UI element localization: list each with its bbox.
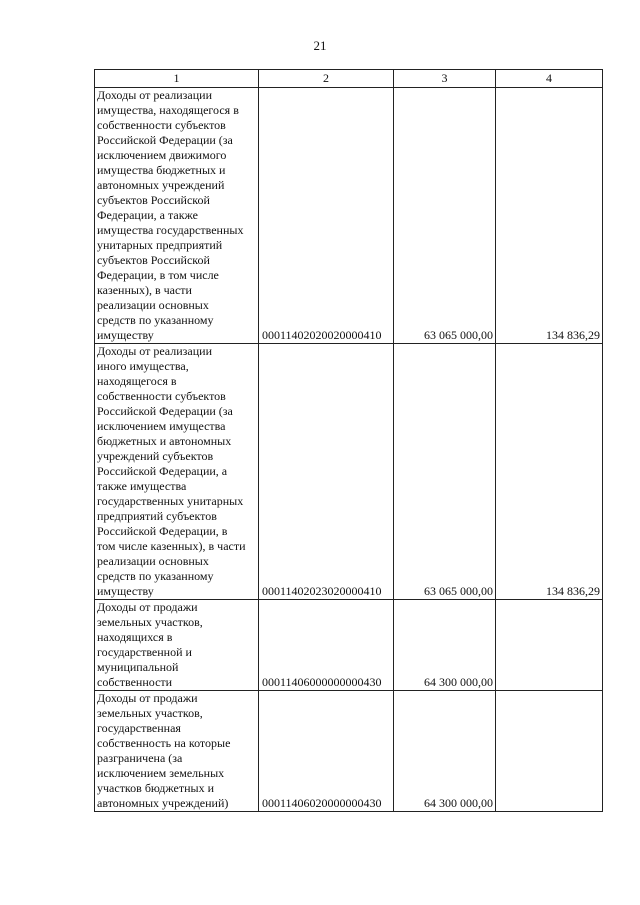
row-description: Доходы от реализации иного имущества, находящегося в собственности субъектов Российской Федерации (за исключением имущества бюджетных и автономных учреждений субъектов Российской Федерации, а также имущества государственных унитарных предприятий субъектов Российской Федерации, в том числе казенных), в части реализации основных средств по указанному имуществу [95,344,259,600]
table-row [95,600,603,691]
row-code: 00011402023020000410 [259,344,394,600]
row-plan-amount: 63 065 000,00 [394,344,496,600]
row-actual-amount: 134 836,29 [496,344,603,600]
column-header-1: 1 [95,70,259,88]
row-actual-amount [496,691,603,812]
row-code: 00011402020020000410 [259,88,394,344]
row-plan-amount: 63 065 000,00 [394,88,496,344]
row-description: Доходы от продажи земельных участков, находящихся в государственной и муниципальной собственности [95,600,259,691]
row-plan-amount: 64 300 000,00 [394,691,496,812]
column-header-4: 4 [496,70,603,88]
column-header-3: 3 [394,70,496,88]
table-header-row [95,70,603,88]
row-description: Доходы от продажи земельных участков, государственная собственность на которые разграничена (за исключением земельных участков бюджетных и автономных учреждений) [95,691,259,812]
revenue-table [94,69,603,812]
row-actual-amount [496,600,603,691]
table-row [95,691,603,812]
row-code: 00011406000000000430 [259,600,394,691]
row-description: Доходы от реализации имущества, находящегося в собственности субъектов Российской Федерации (за исключением движимого имущества бюджетных и автономных учреждений субъектов Российской Федерации, а также имущества государственных унитарных предприятий субъектов Российской Федерации, в том числе казенных), в части реализации основных средств по указанному имуществу [95,88,259,344]
column-header-2: 2 [259,70,394,88]
page-number: 21 [313,38,327,53]
row-plan-amount: 64 300 000,00 [394,600,496,691]
table-row [95,344,603,600]
table-row [95,88,603,344]
row-code: 00011406020000000430 [259,691,394,812]
row-actual-amount: 134 836,29 [496,88,603,344]
